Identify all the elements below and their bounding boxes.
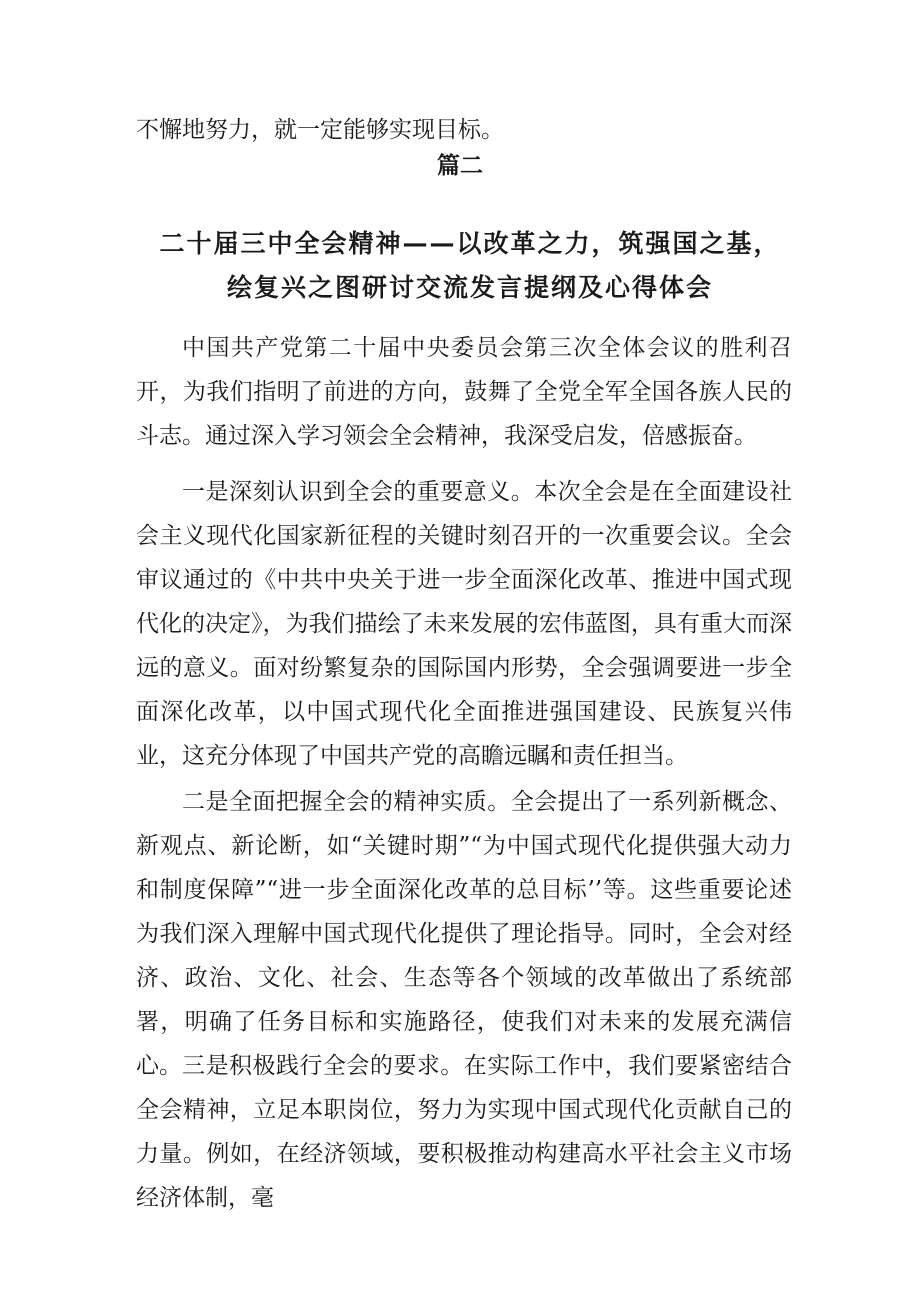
title-line-1: 二十届三中全会精神——以改革之力，筑强国之基， — [159, 229, 781, 258]
paragraph-point-three: 三是积极践行全会的要求。在实际工作中，我们要紧密结合全会精神，立足本职岗位，努力为实现中国式现代化贡献自己的力量。例如，在经济领域，要积极推动构建高水平社会主义市场经济体制，毫 — [136, 1053, 792, 1211]
paragraph-intro: 中国共产党第二十届中央委员会第三次全体会议的胜利召开，为我们指明了前进的方向，鼓舞了全党全军全国各族人民的斗志。通过深入学习领会全会精神，我深受启发，倍感振奋。 — [136, 335, 792, 449]
paragraph-point-two: 二是全面把握全会的精神实质。全会提出了一系列新概念、新观点、新论断，如“关键时期”“为中国式现代化提供强大动力和制度保障”“进一步全面深化改革的总目标’’等。这些重要论述为我们深入理解中国式现代化提供了理论指导。同时，全会对经济、政治、文化、社会、生态等各个领域的改革做出了系统部署，明确了任务目标和实施路径，使我们对未来的发展充满信心。 — [136, 789, 792, 1079]
section-heading: 篇二 — [437, 152, 483, 179]
continuation-text: 不懈地努力，就一定能够实现目标。 — [136, 117, 504, 143]
title-line-2: 绘复兴之图研讨交流发言提纲及心得体会 — [226, 273, 713, 302]
paragraph-point-one: 一是深刻认识到全会的重要意义。本次全会是在全面建设社会主义现代化国家新征程的关键时刻召开的一次重要会议。全会审议通过的《中共中央关于进一步全面深化改革、推进中国式现代化的决定》，为我们描绘了未来发展的宏伟蓝图，具有重大而深远的意义。面对纷繁复杂的国际国内形势，全会强调要进一步全面深化改革，以中国式现代化全面推进强国建设、民族复兴伟业，这充分体现了中国共产党的高瞻远瞩和责任担当。 — [136, 479, 792, 769]
